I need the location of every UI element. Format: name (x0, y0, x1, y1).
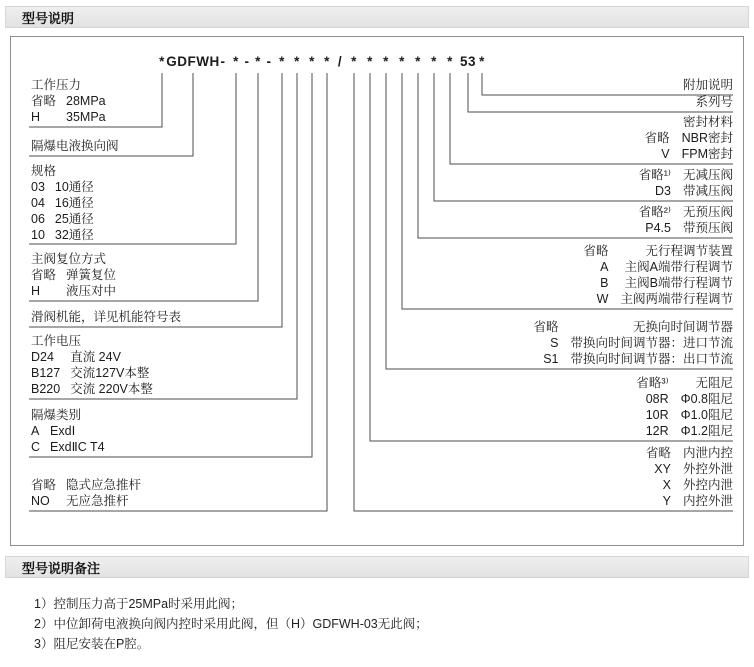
group-series-number (695, 94, 733, 110)
option-code: B127 (31, 366, 61, 380)
group-header: 系列号 (695, 95, 733, 109)
note-line: 3）阻尼安装在P腔。 (34, 637, 150, 651)
option-code: H (31, 110, 41, 124)
group-emergency-rod (31, 477, 141, 509)
code-segment: * (351, 54, 357, 69)
group-preload-valve (639, 204, 733, 236)
option-desc: 外控内泄 (682, 478, 733, 492)
option-code: X (662, 478, 671, 492)
code-segment: * (447, 54, 453, 69)
option-code: 省略 (31, 478, 57, 492)
option-desc: 带减压阀 (682, 184, 733, 198)
option-desc: FPM密封 (681, 147, 733, 161)
option-code: W (596, 292, 609, 306)
option-desc: Φ0.8阻尼 (680, 392, 733, 406)
group-switching-time-adjuster (533, 319, 733, 367)
option-code: C (31, 440, 41, 454)
code-segment: * (479, 54, 485, 69)
option-code: P4.5 (645, 221, 671, 235)
code-segment: * (255, 54, 261, 69)
group-explosion-class (31, 407, 105, 455)
option-code: 03 (31, 180, 45, 194)
option-code: 省略 (533, 320, 559, 334)
code-segment: 53 (459, 54, 477, 69)
option-code: 06 (31, 212, 45, 226)
option-desc: 无阻尼 (695, 376, 733, 390)
option-desc: Φ1.0阻尼 (680, 408, 733, 422)
option-code: 省略²⁾ (638, 205, 671, 219)
section-header-model-description (5, 6, 749, 28)
note-line: 1）控制压力高于25MPa时采用此阀； (34, 597, 244, 611)
group-pressure-reducing-valve (639, 167, 733, 199)
code-segment: * (431, 54, 437, 69)
option-code: 12R (645, 424, 669, 438)
option-code: 10R (645, 408, 669, 422)
group-reset-mode (31, 251, 116, 299)
group-header: 规格 (31, 164, 57, 178)
option-desc: 带换向时间调节器：进口节流 (570, 336, 733, 350)
code-segment: - (244, 54, 250, 69)
group-seal-material (645, 114, 733, 162)
option-desc: 带预压阀 (682, 221, 733, 235)
code-segment: * (415, 54, 421, 69)
option-desc: 主阀B端带行程调节 (624, 276, 733, 290)
option-desc: 无应急推杆 (66, 494, 129, 508)
option-desc: NBR密封 (681, 131, 733, 145)
option-desc: Φ1.2阻尼 (680, 424, 733, 438)
option-code: 省略¹⁾ (638, 168, 671, 182)
option-code: 省略 (31, 94, 57, 108)
group-header: 工作压力 (31, 78, 82, 92)
option-desc: 无预压阀 (682, 205, 733, 219)
code-segment: * (233, 54, 239, 69)
option-desc: 35MPa (66, 110, 106, 124)
option-code: V (661, 147, 670, 161)
group-working-pressure (31, 77, 106, 125)
notes (34, 594, 754, 654)
code-segment: * (309, 54, 315, 69)
group-spool-function (31, 309, 181, 325)
group-damper (636, 375, 733, 439)
option-code: 04 (31, 196, 45, 210)
group-stroke-adjuster (583, 243, 733, 307)
option-desc: ExdⅠ (50, 424, 76, 438)
option-code: 省略 (645, 446, 671, 460)
group-additional-note (683, 77, 733, 93)
option-code: NO (31, 494, 50, 508)
option-code: S1 (543, 352, 559, 366)
option-code: H (31, 284, 41, 298)
option-desc: 10通径 (54, 180, 94, 194)
group-header: 滑阀机能，详见机能符号表 (31, 310, 182, 324)
option-desc: 28MPa (66, 94, 106, 108)
code-segment: GDFWH (166, 54, 220, 69)
code-segment: * (367, 54, 373, 69)
option-desc: 弹簧复位 (66, 268, 117, 282)
option-desc: 交流127V本整 (70, 366, 150, 380)
option-desc: 32通径 (54, 228, 94, 242)
option-desc: 主阀A端带行程调节 (624, 260, 733, 274)
code-segment: * (294, 54, 300, 69)
option-desc: 无行程调节装置 (645, 244, 733, 258)
group-header: 隔爆电液换向阀 (31, 139, 119, 153)
code-segment: - (266, 54, 272, 69)
group-header: 隔爆类别 (31, 408, 82, 422)
option-code: B (600, 276, 609, 290)
option-code: 10 (31, 228, 45, 242)
group-header: 主阀复位方式 (31, 252, 107, 266)
option-code: 省略 (31, 268, 57, 282)
option-desc: 带换向时间调节器：出口节流 (570, 352, 733, 366)
group-size (31, 163, 94, 243)
option-desc: 直流 24V (70, 350, 121, 364)
option-desc: 主阀两端带行程调节 (620, 292, 733, 306)
code-segment: * (159, 54, 165, 69)
group-valve-type (31, 138, 119, 154)
option-code: 省略 (644, 131, 670, 145)
code-segment: * (399, 54, 405, 69)
option-code: D3 (655, 184, 671, 198)
section-title: 型号说明备注 (22, 560, 101, 576)
option-desc: 隐式应急推杆 (66, 478, 142, 492)
option-desc: ExdⅡC T4 (50, 440, 105, 454)
option-code: D24 (31, 350, 54, 364)
code-segment: * (279, 54, 285, 69)
section-header-notes (5, 556, 749, 578)
option-desc: 内控外泄 (682, 494, 733, 508)
option-desc: 16通径 (54, 196, 94, 210)
option-code: 08R (645, 392, 669, 406)
group-voltage (31, 333, 153, 397)
group-drain-pilot-mode (646, 445, 733, 509)
option-code: A (600, 260, 609, 274)
option-desc: 无减压阀 (682, 168, 733, 182)
note-line: 2）中位卸荷电液换向阀内控时采用此阀，但（H）GDFWH-03无此阀； (34, 617, 428, 631)
group-header: 附加说明 (682, 78, 733, 92)
option-desc: 内泄内控 (682, 446, 733, 460)
code-segment: / (337, 54, 343, 69)
option-desc: 交流 220V本整 (70, 382, 153, 396)
option-code: B220 (31, 382, 61, 396)
option-code: A (31, 424, 40, 438)
option-code: S (550, 336, 559, 350)
option-code: Y (662, 494, 671, 508)
code-segment: - (220, 54, 226, 69)
code-segment: * (383, 54, 389, 69)
option-code: 省略 (583, 244, 609, 258)
option-desc: 无换向时间调节器 (632, 320, 733, 334)
option-code: 省略³⁾ (636, 376, 669, 390)
section-title: 型号说明 (22, 10, 75, 26)
model-code-diagram (10, 36, 744, 546)
option-desc: 25通径 (54, 212, 94, 226)
group-header: 密封材料 (682, 115, 733, 129)
option-desc: 液压对中 (66, 284, 117, 298)
option-code: XY (654, 462, 671, 476)
group-header: 工作电压 (31, 334, 82, 348)
code-segment: * (324, 54, 330, 69)
option-desc: 外控外泄 (682, 462, 733, 476)
